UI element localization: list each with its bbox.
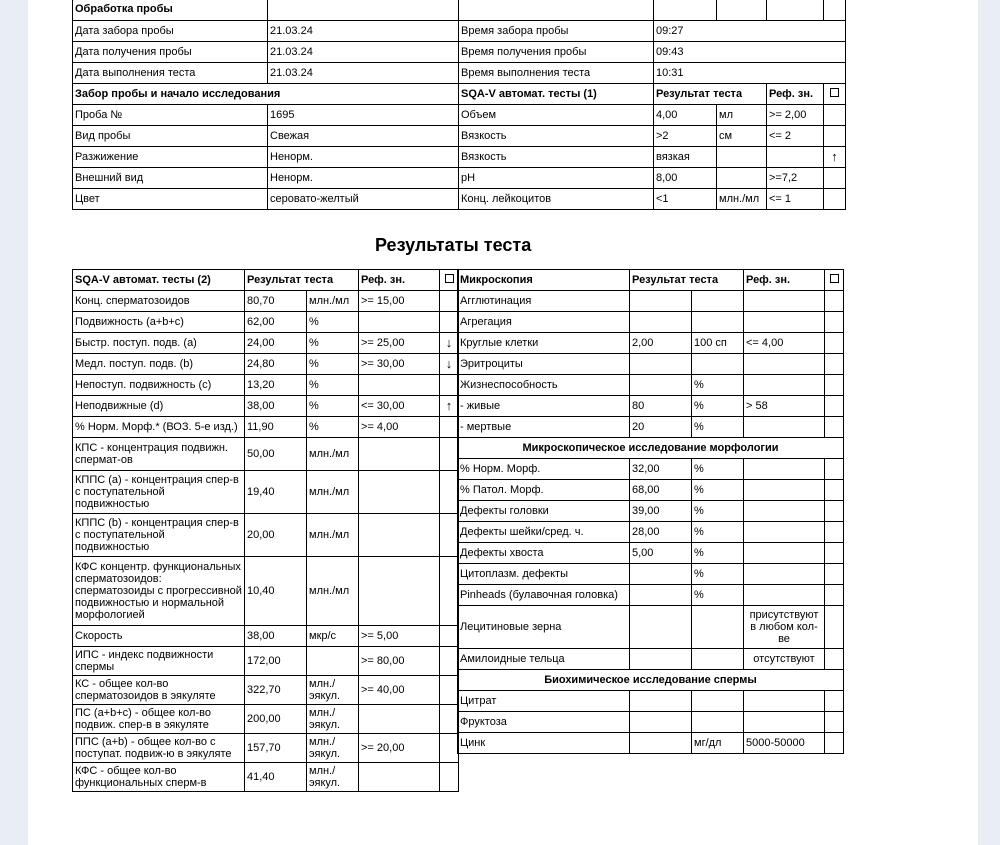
column-header-ref: Реф. зн.	[744, 270, 825, 291]
test-ref: >= 4,00	[359, 417, 440, 438]
test-result: 50,00	[245, 438, 307, 471]
test-result: 157,70	[245, 734, 307, 763]
test-result: 62,00	[245, 312, 307, 333]
test-name: ППС (a+b) - общее кол-во с поступат. подвиж-ю в эякуляте	[73, 734, 245, 763]
test-result: 11,90	[245, 417, 307, 438]
test-name: ИПС - индекс подвижности спермы	[73, 647, 245, 676]
test-ref	[359, 312, 440, 333]
test-ref: >= 15,00	[359, 291, 440, 312]
test-ref	[744, 354, 825, 375]
test-ref: присутствуют в любом кол-ве	[744, 606, 825, 649]
test-name: Pinheads (булавочная головка)	[458, 585, 630, 606]
test-ref	[744, 585, 825, 606]
test-unit: млн./мл	[307, 291, 359, 312]
test-result: 32,00	[630, 459, 692, 480]
test-name: Конц. сперматозоидов	[73, 291, 245, 312]
test-unit: млн./эякул.	[307, 676, 359, 705]
column-header-result: Результат теста	[630, 270, 744, 291]
test-name: % Норм. Морф.* (ВОЗ. 5-е изд.)	[73, 417, 245, 438]
arrow-down-icon: ↓	[440, 354, 459, 375]
test-name: КФС концентр. функциональных сперматозоидов: сперматозоиды с прогрессивной подвижностью и нормальной морфологией	[73, 557, 245, 626]
field-label: Дата выполнения теста	[73, 63, 268, 84]
test-unit: %	[307, 333, 359, 354]
test-name: - мертвые	[458, 417, 630, 438]
test-ref: >= 40,00	[359, 676, 440, 705]
test-result	[630, 354, 692, 375]
test-unit: см	[717, 126, 767, 147]
test-result: 172,00	[245, 647, 307, 676]
field-value: Ненорм.	[268, 168, 459, 189]
test-ref: >= 20,00	[359, 734, 440, 763]
flag-cell	[440, 705, 459, 734]
field-value: Ненорм.	[268, 147, 459, 168]
field-label: Дата забора пробы	[73, 21, 268, 42]
test-result: 322,70	[245, 676, 307, 705]
test-result: 2,00	[630, 333, 692, 354]
test-ref	[744, 291, 825, 312]
test-unit: %	[307, 375, 359, 396]
test-unit: мг/дл	[692, 733, 744, 754]
flag-cell	[440, 312, 459, 333]
test-result	[630, 291, 692, 312]
test-unit: %	[692, 417, 744, 438]
arrow-up-icon: ↑	[440, 396, 459, 417]
test-name: Эритроциты	[458, 354, 630, 375]
test-ref	[744, 480, 825, 501]
flag-cell	[440, 763, 459, 792]
test-unit	[307, 647, 359, 676]
checkbox-icon	[440, 270, 459, 291]
test-ref	[744, 375, 825, 396]
checkbox-icon	[824, 84, 846, 105]
test-ref: отсутствуют	[744, 649, 825, 670]
test-ref	[744, 564, 825, 585]
test-unit: млн./мл	[307, 514, 359, 557]
test-name: Медл. поступ. подв. (b)	[73, 354, 245, 375]
test-result: 80,70	[245, 291, 307, 312]
test-unit	[692, 291, 744, 312]
test-unit: %	[307, 312, 359, 333]
test-unit	[692, 354, 744, 375]
test-result	[630, 564, 692, 585]
test-name: pH	[459, 168, 654, 189]
test-ref	[744, 522, 825, 543]
test-name: Цитрат	[458, 691, 630, 712]
test-result	[630, 733, 692, 754]
test-name: КФС - общее кол-во функциональных сперм-в	[73, 763, 245, 792]
field-value: 10:31	[654, 63, 846, 84]
test-unit: %	[692, 564, 744, 585]
test-name: % Патол. Морф.	[458, 480, 630, 501]
test-name: Вязкость	[459, 147, 654, 168]
test-result: 38,00	[245, 396, 307, 417]
test-unit: %	[307, 417, 359, 438]
test-ref: >= 25,00	[359, 333, 440, 354]
test-ref	[359, 438, 440, 471]
test-result: 10,40	[245, 557, 307, 626]
test-name: Быстр. поступ. подв. (a)	[73, 333, 245, 354]
test-unit: млн./эякул.	[307, 705, 359, 734]
test-unit: млн./мл	[307, 471, 359, 514]
test-name: Цитоплазм. дефекты	[458, 564, 630, 585]
test-unit: %	[692, 459, 744, 480]
test-result: >2	[654, 126, 717, 147]
test-ref	[359, 471, 440, 514]
test-result	[630, 691, 692, 712]
test-unit	[692, 712, 744, 733]
test-name: Фруктоза	[458, 712, 630, 733]
test-name: Конц. лейкоцитов	[459, 189, 654, 210]
test-name: - живые	[458, 396, 630, 417]
test-unit	[717, 147, 767, 168]
test-name: % Норм. Морф.	[458, 459, 630, 480]
test-name: Агглютинация	[458, 291, 630, 312]
test-unit	[717, 168, 767, 189]
field-value: 09:27	[654, 21, 846, 42]
test-ref: > 58	[744, 396, 825, 417]
flag-cell	[824, 105, 846, 126]
test-ref: <= 30,00	[359, 396, 440, 417]
field-label: Дата получения пробы	[73, 42, 268, 63]
test-name: Непоступ. подвижность (c)	[73, 375, 245, 396]
field-value: 09:43	[654, 42, 846, 63]
test-result: 41,40	[245, 763, 307, 792]
section-header: Забор пробы и начало исследования	[73, 84, 459, 105]
test-result	[630, 375, 692, 396]
test-unit: млн./эякул.	[307, 763, 359, 792]
flag-cell	[440, 438, 459, 471]
field-value: 21.03.24	[268, 21, 459, 42]
test-name: КС - общее кол-во сперматозоидов в эякуляте	[73, 676, 245, 705]
test-ref	[744, 417, 825, 438]
test-ref	[359, 763, 440, 792]
test-ref	[744, 543, 825, 564]
test-unit	[692, 312, 744, 333]
test-result: 8,00	[654, 168, 717, 189]
flag-cell	[440, 417, 459, 438]
test-ref	[359, 375, 440, 396]
test-ref	[744, 691, 825, 712]
test-ref: <= 1	[767, 189, 824, 210]
test-result: 24,00	[245, 333, 307, 354]
microscopy-table	[457, 269, 844, 754]
test-ref	[359, 705, 440, 734]
test-unit: млн./мл	[307, 557, 359, 626]
test-ref: >= 2,00	[767, 105, 824, 126]
test-ref: <= 2	[767, 126, 824, 147]
test-ref: <= 4,00	[744, 333, 825, 354]
test-name: Цинк	[458, 733, 630, 754]
test-unit: млн./мл	[307, 438, 359, 471]
sample-processing-table	[72, 0, 846, 210]
test-name: Вязкость	[459, 126, 654, 147]
arrow-up-icon: ↑	[824, 147, 846, 168]
test-name: Дефекты головки	[458, 501, 630, 522]
test-ref	[767, 147, 824, 168]
flag-cell	[440, 514, 459, 557]
flag-cell	[440, 471, 459, 514]
field-value: 1695	[268, 105, 459, 126]
test-name: Круглые клетки	[458, 333, 630, 354]
test-name: Агрегация	[458, 312, 630, 333]
test-name: Неподвижные (d)	[73, 396, 245, 417]
test-unit: %	[692, 375, 744, 396]
test-unit: %	[692, 543, 744, 564]
arrow-down-icon: ↓	[440, 333, 459, 354]
test-result: 28,00	[630, 522, 692, 543]
column-header-result: Результат теста	[245, 270, 359, 291]
test-name: Объем	[459, 105, 654, 126]
test-unit: %	[692, 522, 744, 543]
test-unit	[692, 691, 744, 712]
test-unit: %	[307, 354, 359, 375]
test-unit: млн./мл	[717, 189, 767, 210]
flag-cell	[824, 126, 846, 147]
test-ref	[744, 459, 825, 480]
flag-cell	[440, 375, 459, 396]
test-name: Скорость	[73, 626, 245, 647]
test-ref	[359, 514, 440, 557]
test-unit: %	[692, 501, 744, 522]
field-value: 21.03.24	[268, 42, 459, 63]
section-header: Биохимическое исследование спермы	[458, 670, 844, 691]
test-result	[630, 712, 692, 733]
column-header-result: Результат теста	[654, 84, 767, 105]
test-result	[630, 585, 692, 606]
test-ref	[359, 557, 440, 626]
test-result: 13,20	[245, 375, 307, 396]
checkbox-icon	[825, 270, 844, 291]
test-result: 80	[630, 396, 692, 417]
section-header: Микроскопическое исследование морфологии	[458, 438, 844, 459]
flag-cell	[440, 291, 459, 312]
flag-cell	[824, 168, 846, 189]
test-result	[630, 312, 692, 333]
test-unit: мкр/с	[307, 626, 359, 647]
test-result: 24,80	[245, 354, 307, 375]
test-ref	[744, 312, 825, 333]
field-value: 21.03.24	[268, 63, 459, 84]
field-label: Разжижение	[73, 147, 268, 168]
field-label: Проба №	[73, 105, 268, 126]
column-header-ref: Реф. зн.	[767, 84, 824, 105]
test-ref: 5000-50000	[744, 733, 825, 754]
test-ref	[744, 501, 825, 522]
column-header-ref: Реф. зн.	[359, 270, 440, 291]
test-ref: >= 30,00	[359, 354, 440, 375]
test-name: Амилоидные тельца	[458, 649, 630, 670]
test-ref: >= 5,00	[359, 626, 440, 647]
test-result: 5,00	[630, 543, 692, 564]
test-unit: %	[692, 585, 744, 606]
test-result: 19,40	[245, 471, 307, 514]
flag-cell	[440, 557, 459, 626]
field-label: Время получения пробы	[459, 42, 654, 63]
section-header: SQA-V автомат. тесты (1)	[459, 84, 654, 105]
test-result: 38,00	[245, 626, 307, 647]
test-unit: %	[692, 396, 744, 417]
test-unit: %	[307, 396, 359, 417]
test-unit: мл	[717, 105, 767, 126]
test-result: 4,00	[654, 105, 717, 126]
flag-cell	[440, 734, 459, 763]
test-result: 20	[630, 417, 692, 438]
test-name: КППС (a) - концентрация спер-в с поступательной подвижностью	[73, 471, 245, 514]
test-ref: >= 80,00	[359, 647, 440, 676]
column-header: SQA-V автомат. тесты (2)	[73, 270, 245, 291]
test-name: Жизнеспособность	[458, 375, 630, 396]
test-unit: млн./эякул.	[307, 734, 359, 763]
flag-cell	[824, 189, 846, 210]
flag-cell	[440, 676, 459, 705]
test-result: 200,00	[245, 705, 307, 734]
test-name: Подвижность (a+b+c)	[73, 312, 245, 333]
field-label: Время выполнения теста	[459, 63, 654, 84]
test-ref	[744, 712, 825, 733]
test-result: 39,00	[630, 501, 692, 522]
test-unit: 100 сп	[692, 333, 744, 354]
flag-cell	[440, 647, 459, 676]
test-result: <1	[654, 189, 717, 210]
test-name: Дефекты шейки/сред. ч.	[458, 522, 630, 543]
flag-cell	[440, 626, 459, 647]
sqa-v-tests-table	[72, 269, 459, 792]
field-label: Вид пробы	[73, 126, 268, 147]
field-label: Цвет	[73, 189, 268, 210]
page-title: Результаты теста	[375, 235, 532, 255]
test-name: Дефекты хвоста	[458, 543, 630, 564]
test-result: вязкая	[654, 147, 717, 168]
section-header: Обработка пробы	[73, 0, 268, 21]
test-ref: >=7,2	[767, 168, 824, 189]
test-result: 20,00	[245, 514, 307, 557]
test-name: КПС - концентрация подвижн. спермат-ов	[73, 438, 245, 471]
field-value: Свежая	[268, 126, 459, 147]
test-name: ПС (a+b+c) - общее кол-во подвиж. спер-в в эякуляте	[73, 705, 245, 734]
test-name: Лецитиновые зерна	[458, 606, 630, 649]
test-unit: %	[692, 480, 744, 501]
field-value: серовато-желтый	[268, 189, 459, 210]
test-name: КППС (b) - концентрация спер-в с поступательной подвижностью	[73, 514, 245, 557]
field-label: Время забора пробы	[459, 21, 654, 42]
field-label: Внешний вид	[73, 168, 268, 189]
test-result: 68,00	[630, 480, 692, 501]
column-header: Микроскопия	[458, 270, 630, 291]
